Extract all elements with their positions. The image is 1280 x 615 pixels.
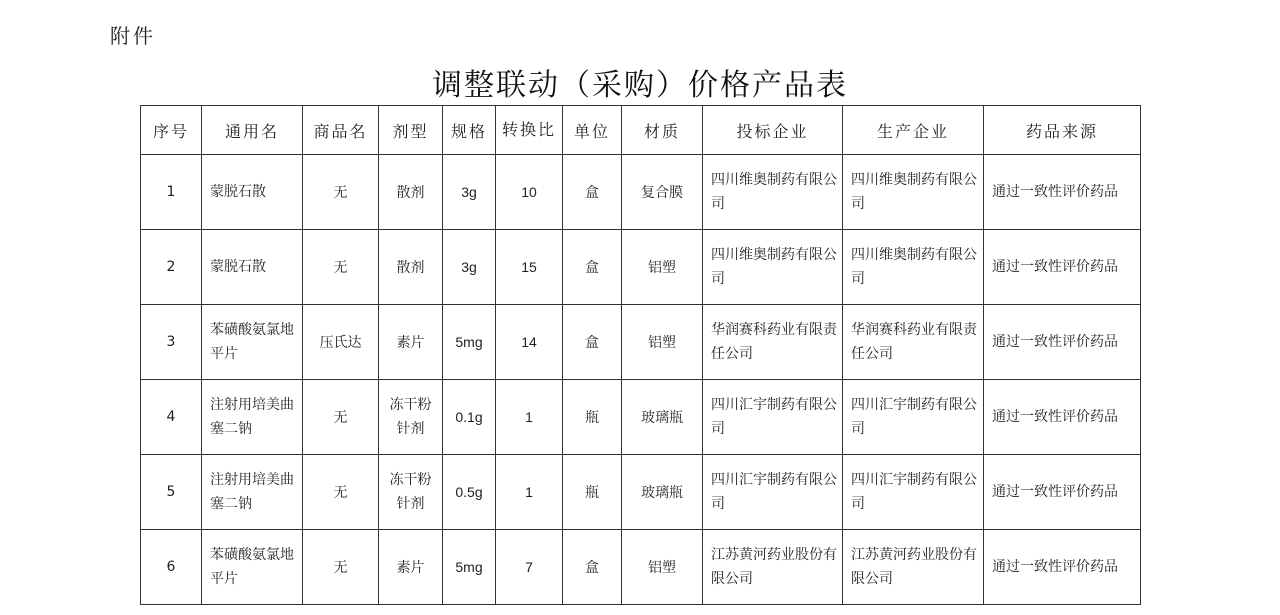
cell-dosage-form: 散剂 [379,155,443,230]
cell-manufacturer: 四川维奥制药有限公司 [843,230,984,305]
cell-spec: 0.5g [443,455,496,530]
cell-spec: 5mg [443,305,496,380]
attachment-label: 附件 [110,24,156,48]
cell-brand-name: 无 [303,455,379,530]
cell-material: 铝塑 [622,230,703,305]
cell-generic-name: 蒙脱石散 [202,230,303,305]
cell-material: 玻璃瓶 [622,455,703,530]
cell-dosage-form: 散剂 [379,230,443,305]
cell-generic-name: 苯磺酸氨氯地平片 [202,530,303,605]
cell-generic-name: 注射用培美曲塞二钠 [202,380,303,455]
cell-dosage-form: 素片 [379,305,443,380]
cell-spec: 3g [443,230,496,305]
cell-drug-source: 通过一致性评价药品 [984,230,1141,305]
cell-conversion-ratio: 10 [496,155,563,230]
cell-manufacturer: 四川汇宇制药有限公司 [843,455,984,530]
cell-bidder: 四川汇宇制药有限公司 [703,380,843,455]
cell-dosage-form: 冻干粉针剂 [379,455,443,530]
header-drug-source: 药品来源 [984,106,1141,155]
cell-drug-source: 通过一致性评价药品 [984,155,1141,230]
cell-bidder: 四川维奥制药有限公司 [703,230,843,305]
cell-drug-source: 通过一致性评价药品 [984,380,1141,455]
cell-spec: 0.1g [443,380,496,455]
cell-material: 铝塑 [622,305,703,380]
header-conversion-ratio: 转换比 [496,106,563,155]
cell-unit: 盒 [563,230,622,305]
cell-dosage-form: 冻干粉针剂 [379,380,443,455]
cell-manufacturer: 江苏黄河药业股份有限公司 [843,530,984,605]
cell-brand-name: 压氏达 [303,305,379,380]
cell-bidder: 华润赛科药业有限责任公司 [703,305,843,380]
cell-conversion-ratio: 1 [496,455,563,530]
header-dosage-form: 剂型 [379,106,443,155]
cell-manufacturer: 华润赛科药业有限责任公司 [843,305,984,380]
cell-drug-source: 通过一致性评价药品 [984,305,1141,380]
cell-brand-name: 无 [303,155,379,230]
cell-material: 复合膜 [622,155,703,230]
cell-spec: 3g [443,155,496,230]
table-row [141,380,1141,455]
cell-generic-name: 注射用培美曲塞二钠 [202,455,303,530]
cell-bidder: 江苏黄河药业股份有限公司 [703,530,843,605]
table-row [141,230,1141,305]
product-price-table [140,105,1141,605]
cell-brand-name: 无 [303,530,379,605]
header-material: 材质 [622,106,703,155]
cell-no: 2 [141,230,202,305]
header-brand-name: 商品名 [303,106,379,155]
cell-drug-source: 通过一致性评价药品 [984,455,1141,530]
table-row [141,530,1141,605]
cell-no: 4 [141,380,202,455]
cell-generic-name: 蒙脱石散 [202,155,303,230]
header-spec: 规格 [443,106,496,155]
header-generic-name: 通用名 [202,106,303,155]
cell-unit: 盒 [563,530,622,605]
cell-manufacturer: 四川维奥制药有限公司 [843,155,984,230]
table-row [141,305,1141,380]
cell-unit: 瓶 [563,455,622,530]
cell-conversion-ratio: 1 [496,380,563,455]
cell-brand-name: 无 [303,230,379,305]
header-bidder: 投标企业 [703,106,843,155]
cell-dosage-form: 素片 [379,530,443,605]
header-no: 序号 [141,106,202,155]
cell-manufacturer: 四川汇宇制药有限公司 [843,380,984,455]
page-title: 调整联动（采购）价格产品表 [432,68,848,103]
cell-unit: 盒 [563,155,622,230]
cell-no: 6 [141,530,202,605]
cell-material: 铝塑 [622,530,703,605]
cell-no: 1 [141,155,202,230]
cell-bidder: 四川维奥制药有限公司 [703,155,843,230]
table-row [141,455,1141,530]
cell-brand-name: 无 [303,380,379,455]
cell-generic-name: 苯磺酸氨氯地平片 [202,305,303,380]
cell-unit: 盒 [563,305,622,380]
cell-spec: 5mg [443,530,496,605]
header-unit: 单位 [563,106,622,155]
cell-unit: 瓶 [563,380,622,455]
cell-no: 3 [141,305,202,380]
cell-conversion-ratio: 7 [496,530,563,605]
cell-conversion-ratio: 15 [496,230,563,305]
cell-material: 玻璃瓶 [622,380,703,455]
cell-no: 5 [141,455,202,530]
cell-bidder: 四川汇宇制药有限公司 [703,455,843,530]
table-header-row [141,106,1141,155]
header-manufacturer: 生产企业 [843,106,984,155]
table-row [141,155,1141,230]
cell-conversion-ratio: 14 [496,305,563,380]
cell-drug-source: 通过一致性评价药品 [984,530,1141,605]
